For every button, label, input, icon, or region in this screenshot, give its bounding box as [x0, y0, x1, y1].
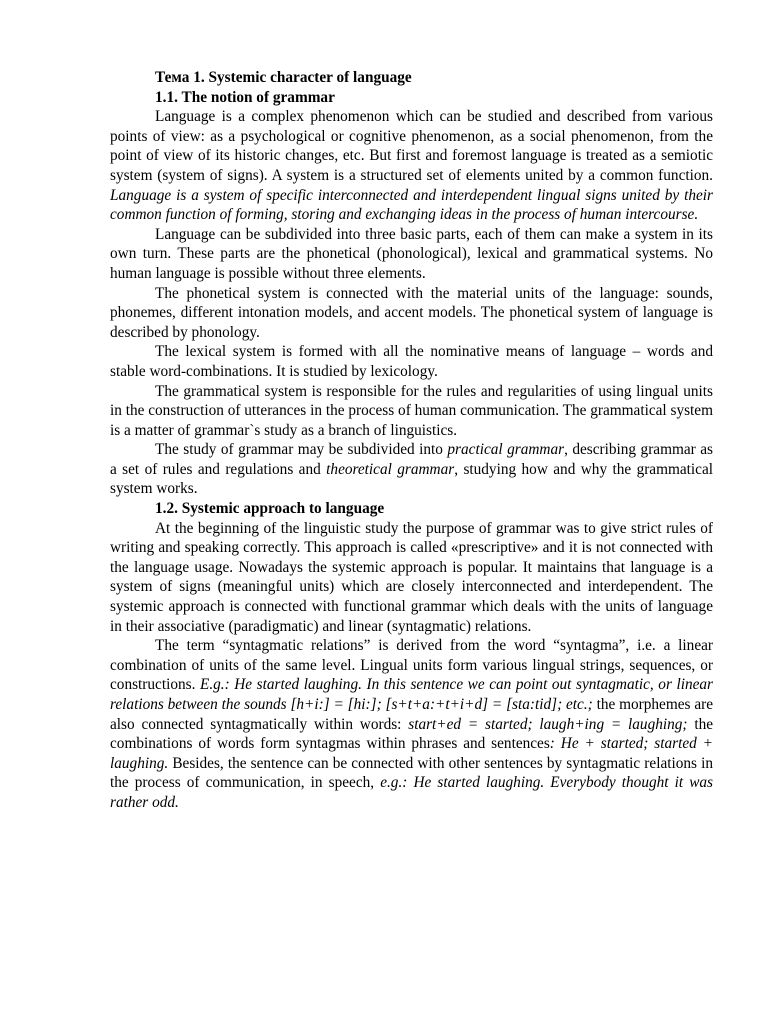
paragraph-8-example-words: : He + started; started + laughing.	[110, 735, 713, 772]
paragraph-3: The phonetical system is connected with the material units of the language: sounds, phonemes, different intonation models, and accent models. The phonetical system of language is described by phonology.	[110, 284, 713, 341]
paragraph-1-text: Language is a complex phenomenon which can be studied and described from various points of view: as a psychological or cognitive phenomenon, as a social phenomenon, from the point of view of its historic changes, etc. But first and foremost language is treated as a semiotic system (system of signs). A system is a structured set of elements united by a common function.	[110, 108, 713, 184]
paragraph-6-text-c: , describing grammar as a set of rules and regulations and	[110, 441, 713, 478]
paragraph-1-definition: Language is a system of specific interconnected and interdependent lingual signs united by their common function of forming, storing and exchanging ideas in the process of human intercourse.	[110, 186, 713, 224]
document-page	[110, 68, 713, 813]
section-heading-1-1: 1.1. The notion of grammar	[155, 88, 335, 106]
paragraph-6-text-a: The study of grammar may be subdivided into	[155, 441, 448, 459]
paragraph-8-text-e: the combinations of words form syntagmas within phrases and sentences	[110, 715, 714, 753]
term-theoretical-grammar: theoretical grammar	[326, 460, 455, 478]
paragraph-8-example-morphemes: start+ed = started; laugh+ing = laughing;	[408, 715, 688, 733]
paragraph-5: The grammatical system is responsible for the rules and regularities of using lingual units in the construction of utterances in the process of human communication. The grammatical system is a matter of grammar`s study as a branch of linguistics.	[110, 382, 713, 439]
paragraph-8	[110, 636, 713, 812]
paragraph-1	[110, 107, 713, 225]
paragraph-8-example-sentences: e.g.: He started laughing. Everybody thought it was rather odd.	[110, 774, 713, 811]
paragraph-8-text-c: the morphemes are also connected syntagmatically within words:	[110, 696, 713, 733]
paragraph-8-example-sounds: E.g.: He started laughing. In this sentence we can point out syntagmatic, or linear relations between the sounds [h+i:] = [hi:]; [s+t+a:+t+i+d] = [sta:tid]; etc.;	[110, 676, 713, 713]
paragraph-7: At the beginning of the linguistic study the purpose of grammar was to give strict rules of writing and speaking correctly. This approach is called «prescriptive» and it is not connected with the language usage. Nowadays the systemic approach is popular. It maintains that language is a system of signs (meaningful units) which are closely interconnected and interdependent. The systemic approach is connected with functional grammar which deals with the units of language in their associative (paradigmatic) and linear (syntagmatic) relations.	[110, 519, 713, 635]
paragraph-8-text-a: The term “syntagmatic relations” is derived from the word “syntagma”, i.e. a linear combination of units of the same level. Lingual units form various lingual strings, sequences, or constructions.	[110, 637, 713, 694]
section-heading-1-2: 1.2. Systemic approach to language	[155, 500, 385, 518]
topic-heading: Тема 1. Systemic character of language	[155, 69, 412, 86]
paragraph-6-text-e: , studying how and why the grammatical system works.	[110, 460, 714, 498]
paragraph-6	[110, 440, 713, 499]
term-practical-grammar: practical grammar	[447, 441, 565, 459]
paragraph-8-text-g: Besides, the sentence can be connected with other sentences by syntagmatic relations in the process of communication, in speech,	[110, 754, 713, 792]
paragraph-2: Language can be subdivided into three basic parts, each of them can make a system in its own turn. These parts are the phonetical (phonological), lexical and grammatical systems. No human language is possible without three elements.	[110, 225, 713, 282]
paragraph-4: The lexical system is formed with all the nominative means of language – words and stable word-combinations. It is studied by lexicology.	[110, 343, 713, 380]
